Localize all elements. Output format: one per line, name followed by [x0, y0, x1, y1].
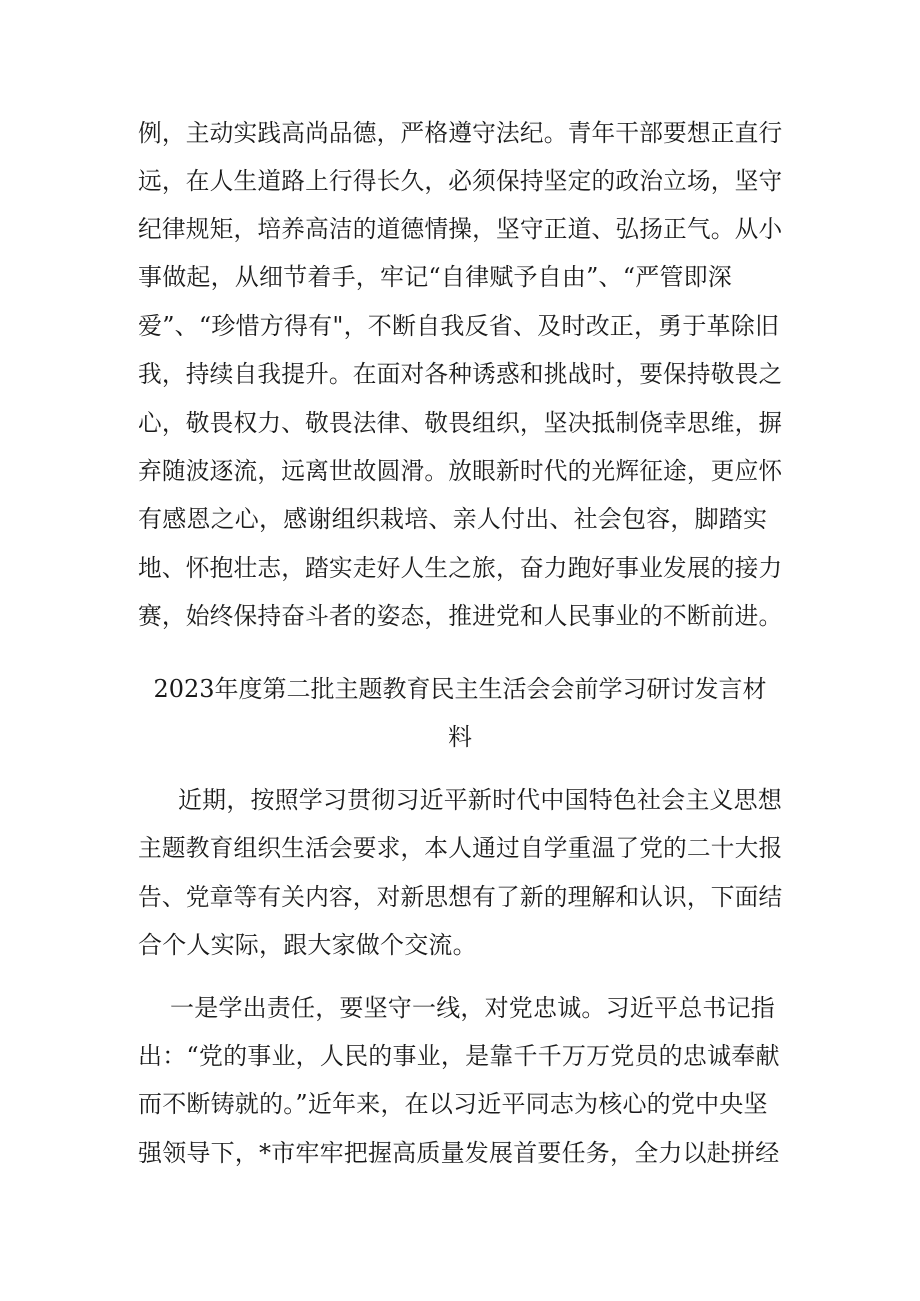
title-line: 2023年度第二批主题教育民主生活会会前学习研讨发言材 — [153, 675, 767, 703]
text-line: 告、党章等有关内容，对新思想有了新的理解和认识，下面结 — [138, 883, 783, 911]
text-line: 强领导下，*市牢牢把握高质量发展首要任务，全力以赴拼经 — [138, 1139, 780, 1167]
text-line: 合个人实际，跟大家做个交流。 — [138, 931, 477, 959]
text-line: 一是学出责任，要坚守一线，对党忠诚。习近平总书记指 — [170, 994, 775, 1022]
text-line: 例，主动实践高尚品德，严格遵守法纪。青年干部要想正直行 — [138, 119, 783, 147]
text-line: 近期，按照学习贯彻习近平新时代中国特色社会主义思想 — [178, 786, 782, 814]
text-line: 主题教育组织生活会要求，本人通过自学重温了党的二十大报 — [138, 834, 783, 862]
text-line: 事做起，从细节着手，牢记“自律赋予自由”、“严管即深 — [138, 263, 733, 291]
text-line: 出：“党的事业，人民的事业，是靠千千万万党员的忠诚奉献 — [138, 1042, 780, 1070]
text-line: 地、怀抱壮志，踏实走好人生之旅，奋力跑好事业发展的接力 — [138, 554, 783, 582]
text-line: 赛，始终保持奋斗者的姿态，推进党和人民事业的不断前进。 — [138, 602, 783, 630]
title-line: 料 — [448, 723, 472, 751]
text-line: 心，敬畏权力、敬畏法律、敬畏组织，坚决抵制侥幸思维，摒 — [138, 409, 783, 437]
text-line: 我，持续自我提升。在面对各种诱惑和挑战时，要保持敬畏之 — [138, 360, 783, 388]
text-line: 纪律规矩，培养高洁的道德情操，坚守正道、弘扬正气。从小 — [138, 215, 783, 243]
text-line: 而不断铸就的。”近年来，在以习近平同志为核心的党中央坚 — [138, 1090, 768, 1118]
text-line: 弃随波逐流，远离世故圆滑。放眼新时代的光辉征途，更应怀 — [138, 457, 783, 485]
text-line: 远，在人生道路上行得长久，必须保持坚定的政治立场，坚守 — [138, 167, 783, 195]
text-line: 爱”、“珍惜方得有"，不断自我反省、及时改正，勇于革除旧 — [138, 312, 780, 340]
text-line: 有感恩之心，感谢组织栽培、亲人付出、社会包容，脚踏实 — [138, 505, 768, 533]
